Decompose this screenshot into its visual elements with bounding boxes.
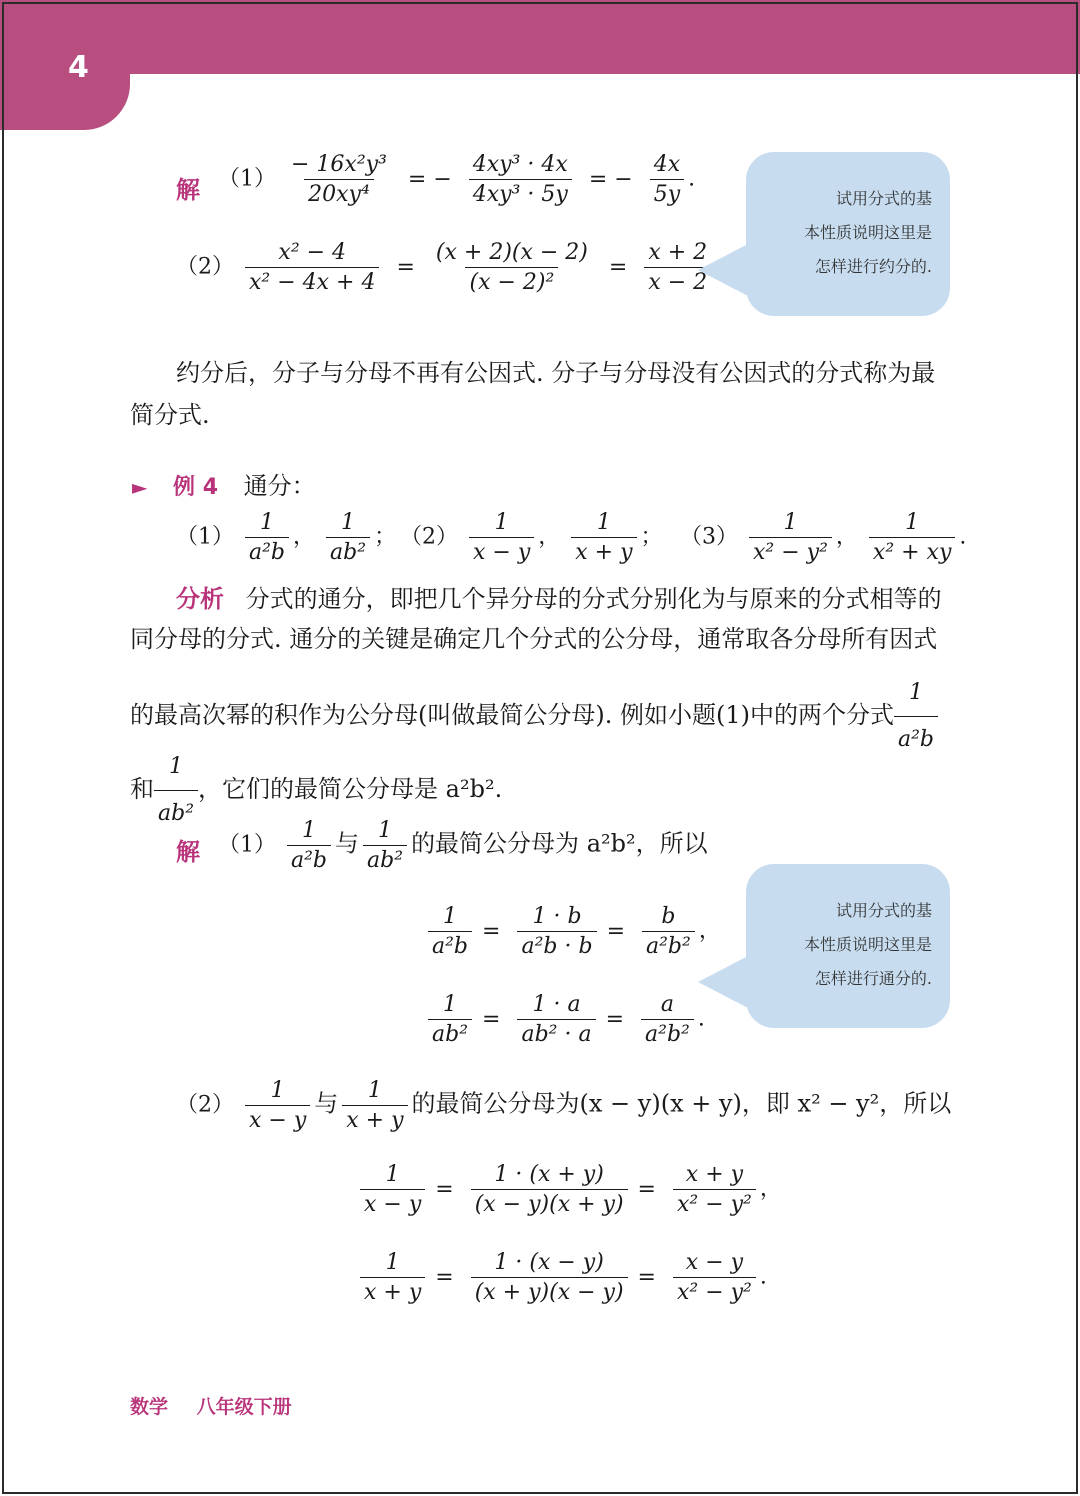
solution-2-part-1-intro: （1） $\frac{1}{\text{a²b}}$ 与 $\frac{1}{\text{ab²}}$ 的最简公分母为 a²b²，所以 bbox=[218, 818, 708, 873]
example-title: 通分： bbox=[243, 472, 316, 500]
analysis-line-1: 分析 分式的通分，即把几个异分母的分式分别化为与原来的分式相等的 bbox=[176, 585, 942, 613]
footer-grade: 八年级下册 bbox=[196, 1396, 292, 1418]
footer-subject: 数学 bbox=[130, 1396, 169, 1418]
solution-1-equation: （1） $\frac{\text{− 16x²y³}}{\text{20xy⁴}}$ = − $\frac{\text{4xy³ · 4x}}{\text{4xy³ · 5y}}$ = − $\frac{4x}{5y}$ . bbox=[218, 152, 696, 207]
note-bubble-common-denominator: 试用分式的基 本性质说明这里是 怎样进行通分的. bbox=[746, 864, 950, 1028]
solution-2-part-1-eq-2: $\frac{1}{\text{ab²}}$ = $\frac{1 \cdot a}{\text{ab² · a}}$ = $\frac{a}{\text{a²b²}}$ . bbox=[424, 992, 705, 1047]
fraction: $\frac{\text{x² − 4}}{\text{x² − 4x + 4}}$ bbox=[245, 240, 379, 295]
analysis-label: 分析 bbox=[176, 585, 224, 613]
solution-2-part-2-eq-1: $\frac{1}{x - y}$ = $\frac{1 \cdot (x + y)}{(x - y)(x + y)}$ = $\frac{x + y}{\text{x² − y²}}$ ， bbox=[356, 1162, 782, 1217]
analysis-line-3: 的最高次幂的积作为公分母(叫做最简公分母). 例如小题(1)中的两个分式 $\frac{1}{\text{a²b}}$ bbox=[130, 672, 942, 761]
fraction: $\frac{\text{− 16x²y³}}{\text{20xy⁴}}$ bbox=[291, 152, 387, 207]
solution-2-equation: （2） $\frac{\text{x² − 4}}{\text{x² − 4x + 4}}$ = $\frac{(x + 2)(x - 2)}{\text{(x − 2)²}}$ = $\frac{x + 2}{x - 2}$ . bbox=[176, 240, 723, 295]
part-index: （2） bbox=[176, 254, 234, 280]
fraction: $\frac{4x}{5y}$ bbox=[650, 152, 684, 207]
fraction: $\frac{\text{4xy³ · 4x}}{\text{4xy³ · 5y}}$ bbox=[469, 152, 572, 207]
example-question-3: （3） $\frac{1}{\text{x² − y²}}$ ， $\frac{1}{\text{x² + xy}}$ . bbox=[680, 510, 967, 565]
page-number: 4 bbox=[68, 50, 89, 85]
solution-label: 解 bbox=[176, 176, 200, 204]
definition-line-2: 简分式. bbox=[130, 401, 210, 429]
solution-2-part-2-eq-2: $\frac{1}{x + y}$ = $\frac{1 \cdot (x - y)}{(x + y)(x - y)}$ = $\frac{x - y}{\text{x² − y²}}$ . bbox=[356, 1250, 767, 1305]
note-bubble-reduce: 试用分式的基 本性质说明这里是 怎样进行约分的. bbox=[746, 152, 950, 316]
page-border bbox=[2, 2, 1078, 1494]
triangle-marker-icon: ► bbox=[132, 475, 148, 499]
analysis-line-4: 和 $\frac{1}{\text{ab²}}$ ，它们的最简公分母是 a²b². bbox=[130, 746, 502, 835]
fraction: $\frac{x + 2}{x - 2}$ bbox=[644, 240, 711, 295]
example-label: 例 4 bbox=[173, 475, 218, 500]
part-index: （1） bbox=[218, 166, 276, 192]
definition-line-1: 约分后，分子与分母不再有公因式. 分子与分母没有公因式的分式称为最 bbox=[176, 359, 936, 387]
solution-label-2: 解 bbox=[176, 838, 200, 866]
analysis-line-2: 同分母的分式. 通分的关键是确定几个分式的公分母，通常取各分母所有因式 bbox=[130, 625, 938, 653]
solution-2-part-2-intro: （2） $\frac{1}{x - y}$ 与 $\frac{1}{x + y}$ 的最简公分母为(x − y)(x + y)，即 x² − y²，所以 bbox=[176, 1078, 952, 1133]
example-question-1: （1） $\frac{1}{\text{a²b}}$ ， $\frac{1}{\text{ab²}}$ ； bbox=[176, 510, 397, 565]
fraction: $\frac{(x + 2)(x - 2)}{\text{(x − 2)²}}$ bbox=[435, 240, 588, 295]
example-question-2: （2） $\frac{1}{x - y}$ ， $\frac{1}{x + y}$ ； bbox=[400, 510, 663, 565]
solution-2-part-1-eq-1: $\frac{1}{\text{a²b}}$ = $\frac{1 \cdot b}{\text{a²b · b}}$ = $\frac{b}{\text{a²b²}}$ ， bbox=[424, 904, 721, 959]
